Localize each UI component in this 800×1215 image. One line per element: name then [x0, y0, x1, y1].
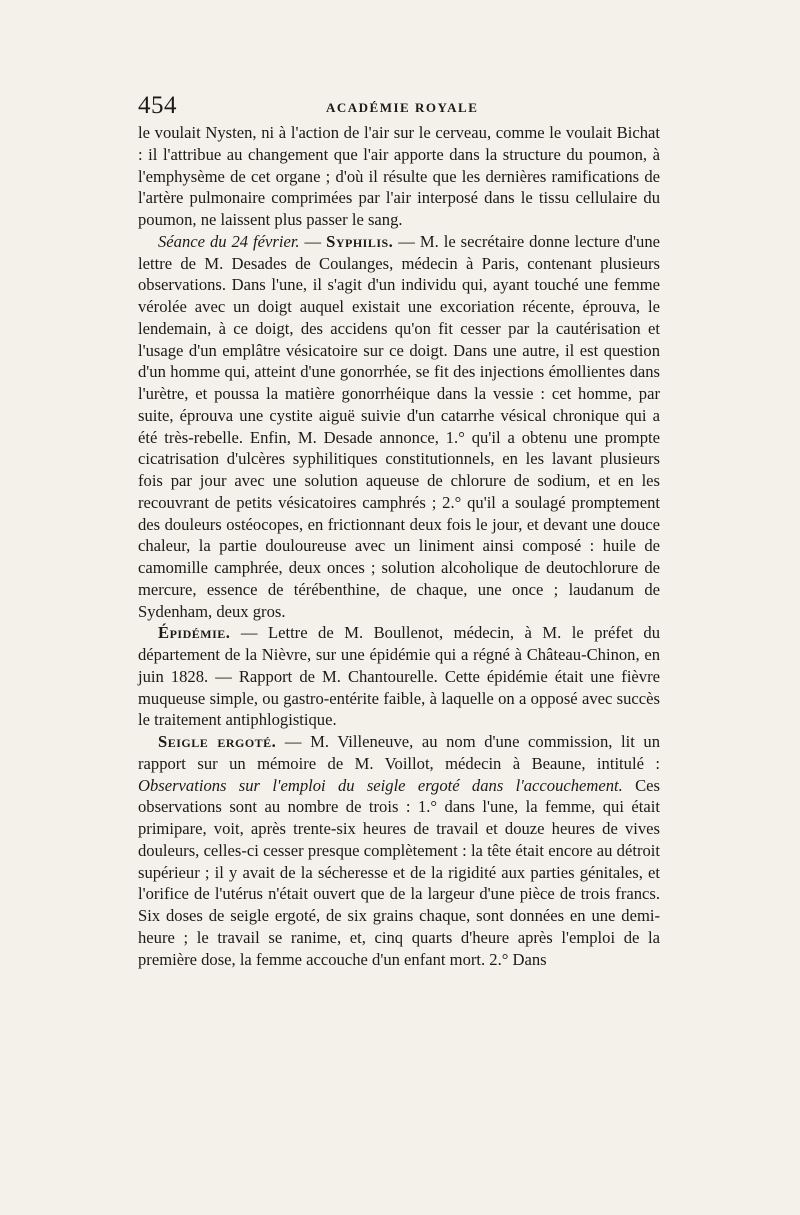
book-page [138, 92, 660, 970]
section-heading-ergot: Seigle ergoté. [158, 732, 277, 751]
page-number: 454 [138, 92, 177, 119]
syphilis-text: — M. le secrétaire donne lecture d'une lettre de M. Desades de Coulanges, médecin à Paris, contenant plusieurs observations. Dans l'une, il s'agit d'un individu qui, ayant touché une femme vérolée avec un doigt auquel existait une excoriation récente, éprouva, le lendemain, à ce doigt, des accidens qu'on fit cesser par la cautérisation et l'usage d'un emplâtre vésicatoire sur ce doigt. Dans une autre, il est question d'un homme qui, atteint d'une gonorrhée, se fit des injections émollientes dans l'urètre, et poussa la matière gonorrhéique dans la vessie : cet homme, par suite, éprouva une cystite aiguë suivie d'un catarrhe vésical chronique qui a été très-rebelle. Enfin, M. Desade annonce, 1.° qu'il a obtenu une prompte cicatrisation d'ulcères syphilitiques constitutionnels, en les lavant plusieurs fois par jour avec une solution aqueuse de chlorure de sodium, et en les recouvrant de petits vésicatoires camphrés ; 2.° qu'il a soulagé promptement des douleurs ostéocopes, en frictionnant deux fois le jour, et devant une douce chaleur, la partie douloureuse avec un liniment ainsi composé : huile de camomille camphrée, deux onces ; solution alcoholique de deutochlorure de mercure, essence de térébenthine, de chaque, une once ; laudanum de Sydenham, deux gros. [138, 231, 660, 621]
running-title: ACADÉMIE ROYALE [326, 100, 479, 115]
running-head [138, 92, 660, 122]
ergot-text-intro: — M. Villeneuve, au nom d'une commission, lit un rapport sur un mémoire de M. Voillot, médecin à Beaune, intitulé : [138, 732, 661, 773]
ergot-text-observations: Ces observations sont au nombre de trois : 1.° dans l'une, la femme, qui était primipare, voit, après trente-six heures de travail et douze heures de vives douleurs, celles-ci cesser presque complètement : la tête était encore au détroit supérieur ; il y avait de la sécheresse et de la rigidité aux parties génitales, et l'orifice de l'utérus n'était ouvert que de la largeur d'une pièce de trois francs. Six doses de seigle ergoté, de six grains chaque, sont données en une demi-heure ; le travail se ranime, et, cinq quarts d'heure après l'emploi de la première dose, la femme accouche d'un enfant mort. 2.° Dans [138, 775, 660, 969]
memoir-title: Observations sur l'emploi du seigle ergoté dans l'accouchement. [138, 775, 623, 795]
paragraph-epidemic [138, 622, 660, 731]
body-text [138, 122, 660, 970]
paragraph-syphilis [138, 231, 660, 623]
session-date: Séance du 24 février. [158, 231, 300, 251]
section-heading-epidemic: Épidémie. [158, 623, 231, 643]
paragraph-asphyxia-continuation: le voulait Nysten, ni à l'action de l'air sur le cerveau, comme le voulait Bichat : il l'attribue au changement que l'air apporte dans la structure du poumon, à l'emphysème de cet organe ; d'où il résulte que les dernières ramifications de l'artère pulmonaire comprimées par l'air interposé dans le tissu cellulaire du poumon, ne laissent plus passer le sang. [138, 123, 660, 229]
epidemic-text: — Lettre de M. Boullenot, médecin, à M. le préfet du département de la Nièvre, sur une épidémie qui a régné à Château-Chinon, en juin 1828. — Rapport de M. Chantourelle. Cette épidémie était une fièvre muqueuse simple, ou gastro-entérite faible, à laquelle on a opposé avec succès le traitement antiphlogistique. [138, 623, 660, 730]
separator: — [299, 231, 327, 251]
section-heading-syphilis: Syphilis. [326, 231, 394, 251]
paragraph-ergot [138, 731, 660, 970]
